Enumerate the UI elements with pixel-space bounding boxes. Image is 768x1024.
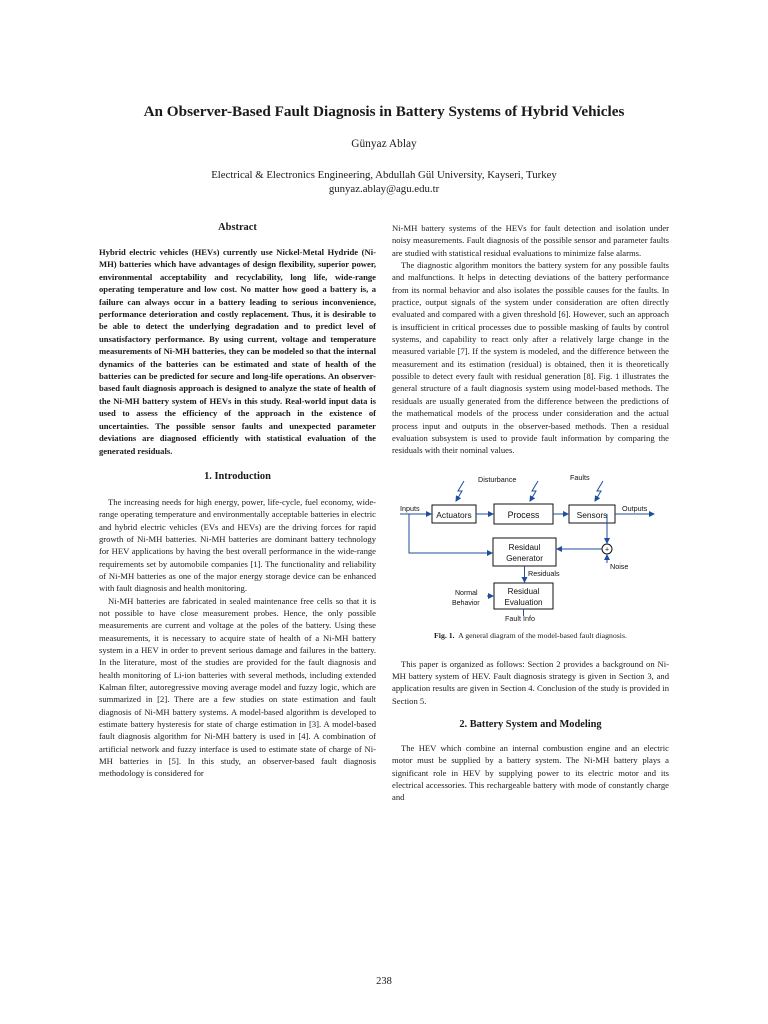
process-label: Process (507, 509, 540, 520)
residual-generator-label-1: Residaul (508, 542, 541, 552)
intro-paragraph-5: This paper is organized as follows: Section 2 provides a background on Ni-MH battery system of HEV. Fault diagnosis strategy is given in Section 3, and application results are given in Section 4. Conclusion of the study is provided in Section 5. (392, 658, 669, 706)
outputs-label: Outputs (622, 503, 648, 513)
section2-heading: 2. Battery System and Modeling (459, 718, 602, 730)
residual-evaluation-label-1: Residual (507, 586, 540, 596)
paper-title: An Observer-Based Fault Diagnosis in Battery Systems of Hybrid Vehicles (143, 103, 625, 120)
section2-paragraph-1: The HEV which combine an internal combustion engine and an electric motor must be supplied by a battery system. The Ni-MH battery plays a significant role in HEV by supplying power to its electric motor and its electrical accessories. This rechargeable battery with mode of constantly charge and (392, 742, 669, 803)
intro-paragraph-1: The increasing needs for high energy, power, life-cycle, fuel economy, wide-range operating temperature and environmentally acceptable batteries in electric and hybrid electric vehicles (EVs and HEVs) are the driving forces for rapid growth of Ni-MH batteries. Ni-MH batteries are dominant battery technology for HEV applications by having the best overall performance in the wide-range requirements set by automobile companies [1]. The functionality and reliability of Ni-MH batteries as one of the major energy storage device can be enhanced with fault diagnosis and health monitoring. (99, 496, 376, 594)
actuators-label: Actuators (436, 509, 472, 520)
abstract-text: Hybrid electric vehicles (HEVs) currently use Nickel-Metal Hydride (Ni-MH) batteries which have advantages of design flexibility, superior power, environmental acceptability and recyclability, long life, wide-range operating temperature and low cost. No matter how good a battery is, a failure can always occur in a battery leading to serious inconvenience, performance deterioration and costly replacement. Thus, it is desirable to be able to detect the underlying degradation and to predict level of unsatisfactory performance. By using current, voltage and temperature measurements of Ni-MH batteries, they can be modeled so that the internal dynamics of the batteries can be estimated and state of health of the batteries can be predicted for secure and long-life operations. An observer-based fault diagnosis approach is designed to analyze the state of health of the Ni-MH battery system of HEVs in this study. Real-world input data is used to assess the efficiency of the approach in the existence of uncertainties. The possible sensor faults and unexpected parameter deviations are diagnosed efficiently with statistical evaluation of the generated residuals. (99, 247, 376, 456)
intro-paragraph-2: Ni-MH batteries are fabricated in sealed maintenance free cells so that it is not possible to have close measurement probes. Hence, the only possible measurements are current and voltage at the poles of the battery. Using these measurements, it is necessary to acquire state of health of a Ni-MH battery system in a HEV in order to prevent serious damage and failures in the battery. In the literature, most of the studies are provided for the fault diagnosis and health monitoring of Li-ion batteries with several methods, including extended Kalman filter, autoregressive moving average model and fuzzy logic, which are summarized in [2]. There are a few studies on state estimation and fault diagnosis of Ni-MH battery systems. A model-based algorithm is developed to estimate battery hysteresis for state of charge estimation in [3]. A model-based fault diagnosis algorithm for Ni-MH battery is used in [4]. A combination of artificial network and fuzzy interface is used to estimate state of charge of Ni-MH batteries in [5]. In this study, an observer-based fault diagnosis methodology is considered for (99, 595, 376, 779)
author-name: Günyaz Ablay (351, 138, 417, 150)
affiliation: Electrical & Electronics Engineering, Abdullah Gül University, Kayseri, Turkey (211, 169, 557, 181)
right-column (392, 222, 669, 804)
figure-caption-label: Fig. 1. (434, 630, 455, 640)
residual-generator-label-2: Generator (506, 553, 543, 563)
inputs-label: Inputs (400, 503, 420, 513)
disturbance-arrow-icon (530, 481, 538, 501)
abstract-heading: Abstract (218, 222, 257, 233)
residual-evaluation-label-2: Evaluation (504, 597, 543, 607)
noise-label: Noise (610, 561, 629, 571)
disturbance-label: Disturbance (478, 474, 517, 484)
disturbance-arrow-icon (456, 481, 464, 501)
intro-paragraph-4: The diagnostic algorithm monitors the battery system for any possible faults and malfunctions. It helps in detecting deviations of the battery performance from its normal behavior and also isolates the possible causes for the faults. In practice, output signals of the system under consideration are often directly evaluated and compared with a given threshold [6]. However, such an approach is insufficient in critical processes due to possible masking of faults by control systems, and capability to react only after a relatively large change in the measured variable [7]. If the system is modeled, and the difference between the measurement and its estimation (residual) is obtained, then it is theoretically possible to detect every fault with residual generation [8]. Fig. 1 illustrates the general structure of a fault diagnosis system using model-based methods. The residuals are usually generated from the difference between the predictions of the mathematical models of the process under consideration and the actual process input and outputs in the observer-based methods. Then a residual evaluation subsystem is used to provide fault information by comparing the residuals with their nominal values. (392, 260, 669, 456)
summing-junction-sign: + (604, 546, 610, 554)
fault-diagnosis-diagram (392, 463, 669, 621)
normal-behavior-label-2: Behavior (452, 599, 480, 607)
fault-info-label: Fault Info (505, 613, 535, 623)
fault-arrow-icon (595, 481, 603, 501)
page-number: 238 (376, 976, 392, 987)
residuals-label: Residuals (528, 568, 560, 578)
author-affiliation-block (40, 168, 728, 196)
left-column (99, 222, 376, 780)
faults-label: Faults (570, 472, 590, 482)
intro-paragraph-3: Ni-MH battery systems of the HEVs for fault detection and isolation under noisy measurements. Fault diagnosis of the possible sensor and parameter faults are studied with statistical residual evaluations to minimize false alarms. (392, 223, 669, 258)
normal-behavior-label-1: Normal (455, 589, 478, 597)
figure-caption-text: A general diagram of the model-based fault diagnosis. (458, 630, 627, 640)
introduction-heading: 1. Introduction (204, 470, 271, 482)
email: gunyaz.ablay@agu.edu.tr (328, 183, 440, 195)
figure-caption (392, 631, 669, 640)
figure-1 (392, 463, 669, 621)
sensors-label: Sensors (576, 509, 608, 520)
